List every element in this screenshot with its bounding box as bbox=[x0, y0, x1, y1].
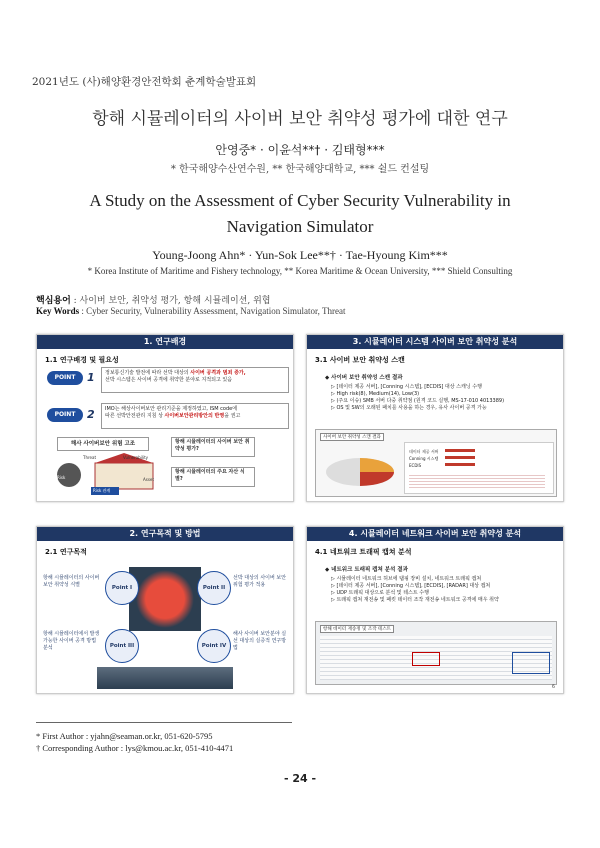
scan-item: ▷ OS 및 SW의 오래된 패치를 사용을 하는 경우, 유사 사이버 공격 가능 bbox=[331, 405, 487, 411]
risk-diagram bbox=[51, 453, 161, 495]
capture-heading-text: 네트워크 트래픽 캡쳐 분석 결과 bbox=[331, 567, 408, 573]
point-2-text-c: 사이버보안관리방안의 반영 bbox=[164, 413, 225, 419]
capture-heading: ◆ 네트워크 트래픽 캡쳐 분석 결과 bbox=[325, 567, 408, 573]
capture-item: ▷ [데이터 제공 서버], [Conning 시스템], [ECDIS], [RADAR] 대상 캡쳐 bbox=[331, 583, 491, 589]
capture-item-text: UDP 트래픽 대상으로 분석 및 테스트 수행 bbox=[336, 590, 429, 596]
slide-subtitle: 2.1 연구목적 bbox=[45, 548, 87, 556]
page-number: - 24 - bbox=[283, 772, 317, 785]
point-1-box bbox=[101, 367, 289, 393]
title-korean: 항해 시뮬레이터의 사이버 보안 취약성 평가에 대한 연구 bbox=[92, 109, 508, 129]
affiliations-korean: * 한국해양수산연수원, ** 한국해양대학교, *** 쉴드 컨설팅 bbox=[170, 164, 430, 175]
scan-items bbox=[331, 384, 557, 412]
question-box-2: 항해 시뮬레이터의 주요 자산 식별? bbox=[171, 467, 255, 487]
scan-table bbox=[404, 442, 554, 494]
point-1-text-a: 정보통신기술 발전에 따라 선박 대상의 bbox=[105, 370, 191, 376]
bridge-simulator-photo bbox=[97, 667, 233, 689]
capture-panel bbox=[315, 621, 557, 685]
conference-header: 2021년도 (사)해양환경안전학회 춘계학술발표회 bbox=[32, 76, 257, 88]
highlight-box bbox=[412, 652, 440, 666]
scan-item-text: (주요 이슈) SMB 서버 다중 취약점 (원격 코드 실행, MS-17-010 4013389) bbox=[336, 398, 505, 404]
scan-item: ▷ High risk(8), Medium(14), Low(3) bbox=[331, 391, 420, 397]
footnote-first-author: * First Author : yjahn@seaman.or.kr, 051-620-5795 bbox=[36, 731, 213, 741]
scan-item-text: High risk(8), Medium(14), Low(3) bbox=[336, 391, 420, 397]
keywords-english-text: : Cyber Security, Vulnerability Assessment, Navigation Simulator, Threat bbox=[81, 306, 346, 316]
point-4-text: 해사 사이버 보안분야 실선 대상의 실증적 연구방법 bbox=[233, 631, 287, 651]
point-1-text: 항해 시뮬레이터의 사이버보안 취약성 식별 bbox=[43, 575, 100, 588]
scan-result-panel bbox=[315, 429, 557, 497]
point-1-text-c: 선박 시스템은 사이버 공격에 취약한 분야로 지적되고 있음 bbox=[105, 377, 233, 383]
scan-item: ▷ (주요 이슈) SMB 서버 다중 취약점 (원격 코드 실행, MS-17-010 4013389) bbox=[331, 398, 505, 404]
scan-panel-label: 사이버 보안 취약성 스캔 결과 bbox=[320, 433, 384, 441]
point-2-box bbox=[101, 403, 289, 429]
capture-item-text: 시뮬레이터 네트워크 허브에 탭핑 장비 설치, 네트워크 트래픽 캡쳐 bbox=[336, 576, 482, 582]
risk-bar bbox=[445, 463, 475, 466]
slide-research-purpose bbox=[36, 526, 294, 694]
authors-english: Young-Joong Ahn* · Yun-Sok Lee**† · Tae-Hyoung Kim*** bbox=[152, 248, 448, 262]
cyber-illustration bbox=[129, 567, 201, 631]
scan-detail-lines bbox=[409, 473, 545, 489]
slide-title: 3. 시뮬레이터 시스템 사이버 보안 취약성 분석 bbox=[352, 337, 518, 346]
footnote-corresponding-author: † Corresponding Author : lys@kmou.ac.kr, 051-410-4471 bbox=[36, 743, 234, 753]
capture-item: ▷ UDP 트래픽 대상으로 분석 및 테스트 수행 bbox=[331, 590, 429, 596]
authors-korean: 안영중* · 이윤석**† · 김태형*** bbox=[215, 143, 385, 157]
point-2-circle: Point II bbox=[197, 571, 231, 605]
slide-page-number: 6 bbox=[551, 684, 555, 690]
scan-row-2: Conning 시스템 bbox=[409, 456, 439, 461]
point-1-circle: Point I bbox=[105, 571, 139, 605]
slide-title: 2. 연구목적 및 방법 bbox=[129, 529, 201, 538]
scan-row-1: 데이터 제공 서버 bbox=[409, 449, 439, 454]
risk-box: 해사 사이버보안 위험 고조 bbox=[57, 437, 149, 451]
point-3-text: 항해 시뮬레이터에서 발생 가능한 사이버 공격 방법 분석 bbox=[43, 631, 100, 651]
slide-research-background bbox=[36, 334, 294, 502]
label-threat: Threat bbox=[83, 455, 97, 460]
slide-subtitle: 4.1 네트워크 트래픽 캡쳐 분석 bbox=[315, 548, 412, 556]
slide-network-analysis bbox=[306, 526, 564, 694]
capture-item: ▷ 트래픽 캡쳐 재전송 및 패킷 데이터 조작 재전송 네트워크 공격에 매우 취약 bbox=[331, 597, 499, 603]
label-vulnerability: Vulnerability bbox=[123, 455, 149, 460]
point-number-2: 2 bbox=[87, 408, 95, 421]
capture-item: ▷ 시뮬레이터 네트워크 허브에 탭핑 장비 설치, 네트워크 트래픽 캡쳐 bbox=[331, 576, 482, 582]
slide-vulnerability-scan bbox=[306, 334, 564, 502]
point-badge-1: POINT bbox=[47, 371, 83, 385]
highlight-box bbox=[512, 652, 550, 674]
keywords-korean-text: : 사이버 보안, 취약성 평가, 항해 시뮬레이션, 위협 bbox=[73, 296, 271, 306]
scan-item-text: [데이터 제공 서버], [Conning 시스템], [ECDIS] 대상 스캐닝 수행 bbox=[336, 384, 482, 390]
capture-panel-label: 항해 데이터 재송정 및 조작 테스트 bbox=[320, 625, 394, 633]
scan-item: ▷ [데이터 제공 서버], [Conning 시스템], [ECDIS] 대상 스캐닝 수행 bbox=[331, 384, 482, 390]
affiliations-english: * Korea Institute of Maritime and Fishery technology, ** Korea Maritime & Ocean University, *** Shield Consulting bbox=[87, 266, 513, 276]
slide-subtitle: 3.1 사이버 보안 취약성 스캔 bbox=[315, 356, 405, 364]
scan-item-text: OS 및 SW의 오래된 패치를 사용을 하는 경우, 유사 사이버 공격 가능 bbox=[336, 405, 487, 411]
point-2-text-b: 따른 선박안전관리 지침 상 bbox=[105, 413, 165, 419]
point-3-circle: Point III bbox=[105, 629, 139, 663]
point-badge-2: POINT bbox=[47, 408, 83, 422]
capture-items bbox=[331, 576, 557, 604]
footnote-divider bbox=[36, 722, 292, 723]
scan-row-3: ECDIS bbox=[409, 463, 422, 468]
label-risk: Risk bbox=[57, 475, 66, 480]
slide-title: 1. 연구배경 bbox=[143, 337, 187, 346]
keywords-english bbox=[36, 306, 346, 316]
keywords-english-label: Key Words bbox=[36, 306, 80, 316]
scan-heading: ◆ 사이버 보안 취약성 스캔 결과 bbox=[325, 375, 403, 381]
point-1-text-b: 사이버 공격과 범죄 증가, bbox=[190, 370, 246, 376]
point-number-1: 1 bbox=[87, 371, 95, 384]
scan-pie-illustration bbox=[320, 444, 400, 492]
risk-bar bbox=[445, 449, 475, 452]
label-risk-relation: Risk 관계 bbox=[93, 488, 111, 493]
point-2-text-a: IMO는 해상사이버보안 관리기준을 제정하였고, ISM code에 bbox=[105, 406, 238, 412]
point-2-text: 선박 대상의 사이버 보안위험 평가 적용 bbox=[233, 575, 287, 588]
capture-item-text: 트래픽 캡쳐 재전송 및 패킷 데이터 조작 재전송 네트워크 공격에 매우 취약 bbox=[336, 597, 499, 603]
point-2-text-d: 을 권고 bbox=[224, 413, 241, 419]
risk-bar bbox=[445, 456, 475, 459]
scan-heading-text: 사이버 보안 취약성 스캔 결과 bbox=[331, 375, 403, 381]
question-box-1: 항해 시뮬레이터의 사이버 보안 취약성 평가? bbox=[171, 437, 255, 457]
slide-subtitle: 1.1 연구배경 및 필요성 bbox=[45, 356, 119, 364]
label-asset: Asset bbox=[143, 477, 154, 482]
slide-title: 4. 시뮬레이터 네트워크 사이버 보안 취약성 분석 bbox=[348, 529, 522, 538]
title-english: A Study on the Assessment of Cyber Security Vulnerability in Navigation Simulator bbox=[89, 191, 511, 236]
keywords-korean bbox=[36, 293, 270, 306]
capture-item-text: [데이터 제공 서버], [Conning 시스템], [ECDIS], [RADAR] 대상 캡쳐 bbox=[336, 583, 491, 589]
keywords-korean-label: 핵심용어 bbox=[36, 296, 71, 306]
point-4-circle: Point IV bbox=[197, 629, 231, 663]
